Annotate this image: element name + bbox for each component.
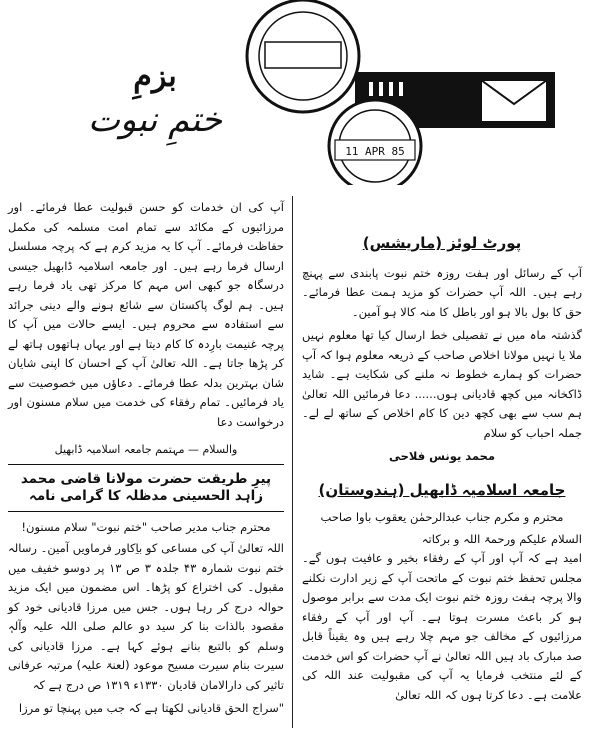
letter-banner-heading: پیرِ طریقت حضرت مولانا قاضی محمد زاہد الحسینی مدظلہ کا گرامی نامہ (8, 464, 284, 512)
envelope-postmark-graphic (235, 0, 590, 185)
masthead (60, 55, 250, 185)
envelope-icon (481, 80, 547, 122)
right-column (302, 198, 582, 709)
column-divider (292, 196, 293, 728)
dabhel-letter-continued: آپ کی ان خدمات کو حسن قبولیت عطا فرمائے۔ اور مرزائیوں کے مکائد سے تمام امت مسلمہ کی مکمل حفاظت فرمائے۔ آپ کا یہ مزید کرم ہے کہ پرچہ مسلسل ارسال فرما رہے ہیں۔ اور جامعہ اسلامیہ ڈابھیل جیسی درسگاہ جو کبھی اس مہم کا مرکز تھی یاد فرما رہے ہیں۔ ہم لوگ پاکستان سے شائع ہونے والے دینی جرائد سے استفادہ سے محروم ہیں۔ ایسے حالات میں آپ کا پرچہ غنیمت بارِدہ کا کام دیتا ہے اور یہاں ہاتھوں ہاتھ لے کر پڑھا جاتا ہے۔ اللہ تعالیٰ آپ کے احسان کا اپنی شایان شان بہترین بدلہ عطا فرمائے۔ دعاؤں میں خصوصیت سے یاد فرمائیں۔ تمام رفقاء کی خدمت میں سلام مسنون اور درخواست دعا (8, 200, 284, 429)
section-title: ختمِ نبوت (87, 100, 222, 140)
editor-addressee: محترم جناب مدیر صاحب "ختم نبوت" سلام مسنون! (21, 519, 271, 534)
letter-mauritius-p2: گذشتہ ماہ میں نے تفصیلی خط ارسال کیا تھا معلوم نہیں ملا یا نہیں مولانا اخلاص صاحب کے ذریعہ معلوم ہوا کہ آپ حضرات کو ہمارے خطوط نہ ملنے کی شکایت ہے۔ شاید ڈاکخانہ میں کچھ قادیانی ہوں...... دعا فرمائیں اللہ تعالیٰ ہم سب سے بھی کچھ دین کا کام اخلاص کے ساتھ لے لے۔ جملہ احباب کو سلام (302, 328, 582, 440)
zahid-letter-p1: اللہ تعالیٰ آپ کی مساعی کو باِکاور فرماویں آمین۔ رسالہ ختم نبوت شمارہ ۴۳ جلدہ ۳ ص ۱۳ پر دوسو خفیف میں مقبول۔ کی اختراع کو پڑھا۔ اس مضمون میں ایک مزید حوالہ درج کر رہا ہوں۔ جس میں مرزا قادیانی خود کو مقصود بالذات بنا کر سید دو عالم صلی اللہ علیہ وآلہٖ وسلم کو بالتبع بنانے ہوئے کہا ہے۔ مرزا قادیانی کی سیرت بنام سیرت مسیح موعود (لعنۃ علیہ) مرتبہ عرفانی تاثیر کی دارالامان قادیان ۱۳۳۰ء ۱۳۱۹ ص درج ہے کہ (8, 541, 285, 692)
left-column (8, 198, 284, 723)
port-louis-heading: پورٹ لوئز (ماریشس) (362, 234, 522, 252)
letter-mauritius-signature: محمد یونس فلاحی (388, 449, 496, 463)
postmark-date: 11 APR 85 (345, 145, 405, 158)
dabhel-salam: السلام علیکم ورحمۃ اللہ و برکاتہ (421, 531, 582, 546)
letter-mauritius-p1: آپ کے رسائل اور ہفت روزہ ختم نبوت پابندی سے پہنچ رہے ہیں۔ اللہ آپ حضرات کو مزید ہمت عطا فرمائے۔ حق کا بول بالا ہو اور باطل کا منہ کالا ہو آمین۔ (302, 265, 582, 319)
zahid-letter-p2: "سراج الحق قادیانی لکھتا ہے کہ جب میں پہنچا تو مرزا (18, 701, 284, 715)
dabhel-closing: والسلام — مہتمم جامعہ اسلامیہ ڈابھیل (54, 443, 238, 456)
dabhel-addressee: محترم و مکرم جناب عبدالرحمٰن یعقوب باوا صاحب (320, 510, 564, 524)
dabhel-heading: جامعہ اسلامیہ ڈابھیل (ہندوستان) (318, 480, 566, 499)
dabhel-letter-p1: امید ہے کہ آپ اور آپ کے رفقاء بخیر و عافیت ہوں گے۔ مجلس تحفظ ختم نبوت کے ماتحت آپ کے زیر ادارت نکلنے والا پرچہ ہفت روزہ ختم نبوت ایک مدت سے برابر موصول ہو کر باعث مسرت ہوتا ہے۔ آپ اور آپ کے رفقاء مرزائیوں کے مخالف جو مہم چلا رہے ہیں وہ یقیناً قابل صد مبارک باد ہیں اللہ تعالیٰ نے آپ حضرات کو اس خدمت کے لئے منتخب فرمایا یہ آپ کی مقبولیت عند اللہ کی علامت ہے۔ دعا کرتا ہوں کہ اللہ تعالیٰ (302, 551, 582, 702)
bazm-heading: بزمِ (133, 59, 177, 94)
